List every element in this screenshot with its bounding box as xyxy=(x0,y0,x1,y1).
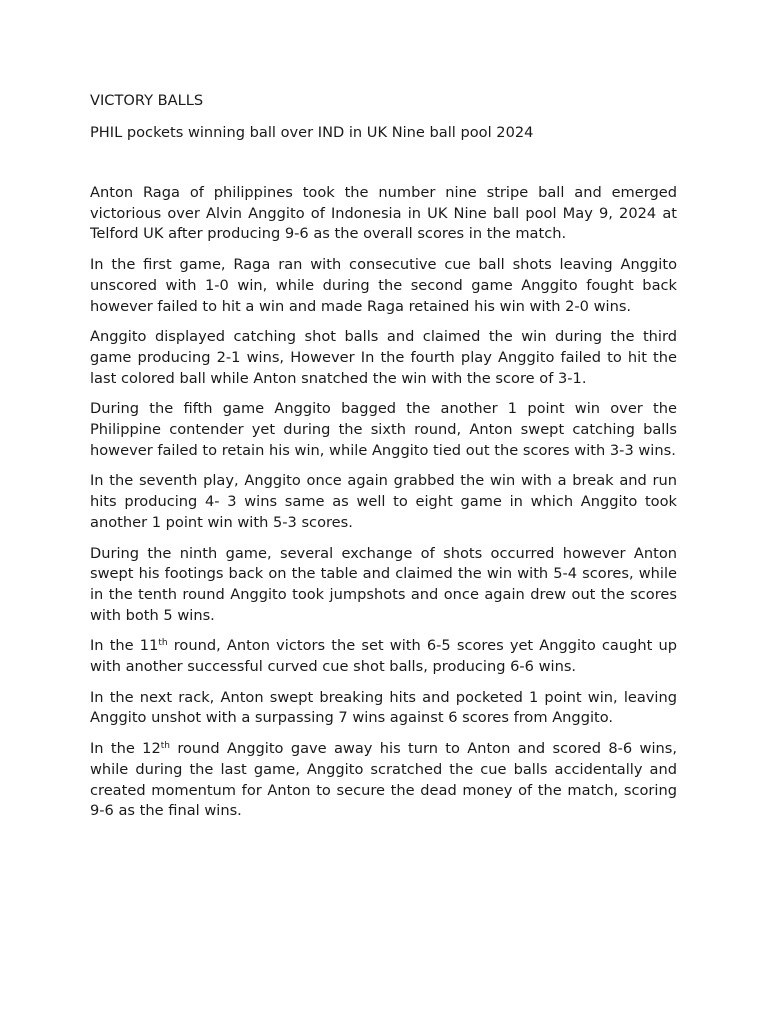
ordinal-suffix: th xyxy=(158,638,168,649)
paragraph-2: In the first game, Raga ran with consecutive cue ball shots leaving Anggito unscored with 1-0 win, while during the second game Anggito fought back however failed to hit a win and made Raga retained his win with 2-0 wins. xyxy=(90,256,677,315)
paragraph-7-rest: round, Anton victors the set with 6-5 scores yet Anggito caught up with another successful curved cue shot balls, producing 6-6 wins. xyxy=(90,637,677,676)
ordinal-suffix: th xyxy=(160,741,170,752)
paragraph-9-rest: round Anggito gave away his turn to Anton and scored 8-6 wins, while during the last game, Anggito scratched the cue balls accidentally and created momentum for Anton to secure the dead money of the match, scoring 9-6 as the final wins. xyxy=(90,740,677,820)
paragraph-1: Anton Raga of philippines took the number nine stripe ball and emerged victorious over Alvin Anggito of Indonesia in UK Nine ball pool May 9, 2024 at Telford UK after producing 9-6 as the overall scores in the match. xyxy=(90,184,677,243)
paragraph-6: During the ninth game, several exchange of shots occurred however Anton swept his footings back on the table and claimed the win with 5-4 scores, while in the tenth round Anggito took jumpshots and once again drew out the scores with both 5 wins. xyxy=(90,544,677,624)
paragraph-9 xyxy=(90,739,677,822)
paragraph-4: During the fifth game Anggito bagged the another 1 point win over the Philippine contender yet during the sixth round, Anton swept catching balls however failed to retain his win, while Anggito tied out the scores with 3-3 wins. xyxy=(90,400,677,459)
paragraph-7 xyxy=(90,636,677,677)
article-body xyxy=(90,183,677,822)
document-page xyxy=(90,88,677,832)
paragraph-8: In the next rack, Anton swept breaking hits and pocketed 1 point win, leaving Anggito unshot with a surpassing 7 wins against 6 scores from Anggito. xyxy=(90,688,677,727)
paragraph-3: Anggito displayed catching shot balls and claimed the win during the third game producing 2-1 wins, However In the fourth play Anggito failed to hit the last colored ball while Anton snatched the win with the score of 3-1. xyxy=(90,328,677,387)
paragraph-7-start: In the 11 xyxy=(90,637,159,655)
document-title: VICTORY BALLS xyxy=(90,92,204,109)
paragraph-9-start: In the 12 xyxy=(90,740,161,758)
paragraph-5: In the seventh play, Anggito once again grabbed the win with a break and run hits producing 4- 3 wins same as well to eight game in which Anggito took another 1 point win with 5-3 scores. xyxy=(90,472,677,531)
document-subtitle: PHIL pockets winning ball over IND in UK Nine ball pool 2024 xyxy=(90,124,534,141)
